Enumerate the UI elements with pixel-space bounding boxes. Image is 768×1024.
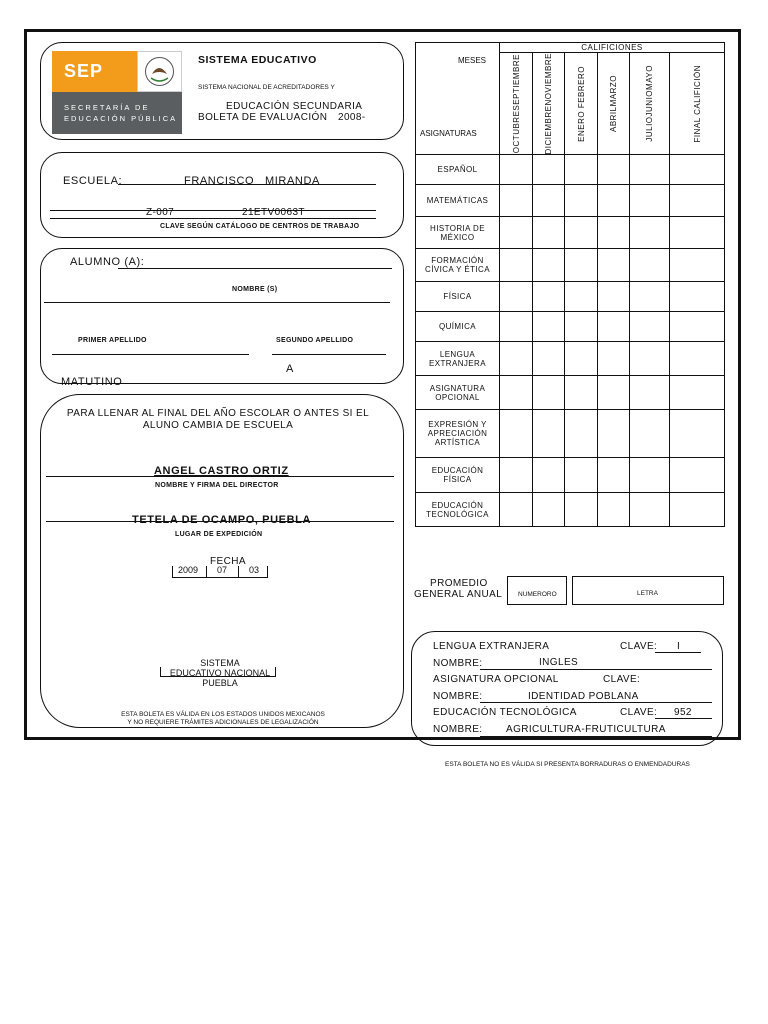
- sep-logo-line2: EDUCACIÓN PÚBLICA: [64, 114, 178, 123]
- grade-cell[interactable]: [598, 376, 630, 410]
- subject-name: ESPAÑOL: [416, 155, 500, 185]
- issue-place: TETELA DE OCAMPO, PUEBLA: [132, 514, 311, 526]
- grade-cell[interactable]: [670, 493, 725, 527]
- subject-row: [416, 155, 725, 185]
- subject-name: HISTORIA DE MÉXICO: [416, 217, 500, 249]
- period-final: FINAL CALIFICIÓN: [670, 53, 725, 155]
- director-name-caption: NOMBRE Y FIRMA DEL DIRECTOR: [155, 482, 279, 489]
- director-name: ANGEL CASTRO ORTIZ: [154, 465, 289, 477]
- footer-note: ESTA BOLETA NO ES VÁLIDA SI PRESENTA BORRADURAS O ENMENDADURAS: [445, 761, 690, 768]
- grade-cell[interactable]: [630, 342, 670, 376]
- tecnologica-clave-line: [655, 718, 712, 719]
- meses-label: MESES: [458, 56, 487, 65]
- grade-cell[interactable]: [598, 312, 630, 342]
- grade-cell[interactable]: [533, 458, 565, 493]
- period-5: JULIOJUNIOMAYO: [630, 53, 670, 155]
- grade-cell[interactable]: [500, 410, 533, 458]
- grade-cell[interactable]: [565, 458, 598, 493]
- grade-cell[interactable]: [565, 342, 598, 376]
- director-instruction: PARA LLENAR AL FINAL DEL AÑO ESCOLAR O ANTES SI EL ALUNO CAMBIA DE ESCUELA: [66, 408, 370, 431]
- second-surname-line: [272, 354, 386, 355]
- average-letter-label: LETRA: [637, 590, 658, 597]
- date-year: 2009: [178, 565, 199, 575]
- student-label: ALUMNO (A):: [70, 256, 145, 268]
- student-separator: [44, 302, 390, 303]
- school-label: ESCUELA:: [63, 175, 123, 187]
- subject-row: [416, 217, 725, 249]
- subject-name: EDUCACIÓN FÍSICA: [416, 458, 500, 493]
- grade-cell[interactable]: [630, 376, 670, 410]
- stamp-line1: SISTEMA: [200, 658, 240, 668]
- tecnologica-clave: 952: [674, 707, 692, 718]
- period-1: OCTUBRESEPTIEMBRE: [500, 53, 533, 155]
- grade-cell[interactable]: [670, 376, 725, 410]
- student-group: A: [286, 363, 294, 375]
- grade-cell[interactable]: [598, 493, 630, 527]
- date-label: FECHA: [210, 556, 246, 567]
- grades-table: [415, 42, 725, 527]
- grade-cell[interactable]: [500, 217, 533, 249]
- issue-place-caption: LUGAR DE EXPEDICIÓN: [175, 531, 263, 538]
- subject-row: [416, 342, 725, 376]
- lengua-clave-line: [655, 652, 701, 653]
- grade-cell[interactable]: [533, 493, 565, 527]
- grade-cell[interactable]: [533, 185, 565, 217]
- grade-cell[interactable]: [500, 155, 533, 185]
- sep-logo-text: SEP: [64, 61, 104, 81]
- average-label-line1: PROMEDIO: [430, 578, 488, 589]
- grade-cell[interactable]: [598, 342, 630, 376]
- subject-row: [416, 249, 725, 282]
- subject-name: ASIGNATURA OPCIONAL: [416, 376, 500, 410]
- grade-cell[interactable]: [533, 282, 565, 312]
- grade-cell[interactable]: [670, 155, 725, 185]
- validity-line2: Y NO REQUIERE TRÁMITES ADICIONALES DE LEGALIZACIÓN: [127, 719, 319, 726]
- school-name-line: [118, 184, 376, 185]
- grade-cell[interactable]: [565, 155, 598, 185]
- grade-cell[interactable]: [500, 458, 533, 493]
- lengua-clave-label: CLAVE:: [620, 641, 658, 652]
- school-name-last: MIRANDA: [265, 175, 320, 187]
- subject-row: [416, 493, 725, 527]
- grade-cell[interactable]: [630, 155, 670, 185]
- opcional-label: ASIGNATURA OPCIONAL: [433, 674, 559, 685]
- grade-cell[interactable]: [565, 376, 598, 410]
- opcional-nombre-line: [480, 702, 712, 703]
- grade-cell[interactable]: [670, 282, 725, 312]
- grade-cell[interactable]: [630, 458, 670, 493]
- grade-cell[interactable]: [598, 458, 630, 493]
- grade-cell[interactable]: [565, 185, 598, 217]
- lengua-nombre: INGLES: [539, 657, 579, 668]
- subject-row: [416, 282, 725, 312]
- grade-cell[interactable]: [533, 410, 565, 458]
- lengua-label: LENGUA EXTRANJERA: [433, 641, 550, 652]
- grade-cell[interactable]: [598, 282, 630, 312]
- grade-cell[interactable]: [598, 155, 630, 185]
- asignaturas-label: ASIGNATURAS: [420, 129, 477, 138]
- grade-cell[interactable]: [630, 282, 670, 312]
- grade-cell[interactable]: [598, 249, 630, 282]
- student-name-line: [118, 268, 392, 269]
- lengua-clave: I: [677, 641, 681, 652]
- grade-cell[interactable]: [533, 312, 565, 342]
- subject-name: MATEMÁTICAS: [416, 185, 500, 217]
- stamp-line2: EDUCATIVO NACIONAL: [169, 668, 271, 678]
- tecnologica-nombre-line: [480, 736, 712, 737]
- school-separator: [50, 210, 376, 211]
- grade-cell[interactable]: [630, 493, 670, 527]
- subject-row: [416, 376, 725, 410]
- period-2: DICIEMBRENOVIEMBRE: [533, 53, 565, 155]
- school-clave-caption: CLAVE SEGÚN CATÁLOGO DE CENTROS DE TRABAJO: [160, 223, 360, 230]
- grade-cell[interactable]: [670, 312, 725, 342]
- grade-cell[interactable]: [533, 217, 565, 249]
- grade-cell[interactable]: [565, 493, 598, 527]
- average-number-label: NUMERORO: [518, 591, 557, 598]
- calificaciones-header: CALIFICIONES: [500, 43, 725, 53]
- header-subtitle: SISTEMA NACIONAL DE ACREDITADORES Y: [198, 84, 335, 91]
- school-name-first: FRANCISCO: [184, 175, 255, 187]
- header-level: EDUCACIÓN SECUNDARIA: [226, 101, 363, 112]
- stamp-bracket: [160, 667, 276, 677]
- opcional-nombre-label: NOMBRE:: [433, 691, 483, 702]
- lengua-nombre-line: [480, 669, 712, 670]
- grade-cell[interactable]: [500, 342, 533, 376]
- grade-cell[interactable]: [670, 458, 725, 493]
- subject-name: FÍSICA: [416, 282, 500, 312]
- header-year: 2008-: [338, 112, 366, 123]
- student-first-surname-caption: PRIMER APELLIDO: [78, 337, 147, 344]
- grades-header-cell: [416, 43, 500, 155]
- grade-cell[interactable]: [565, 312, 598, 342]
- grade-cell[interactable]: [500, 312, 533, 342]
- grade-cell[interactable]: [670, 249, 725, 282]
- student-second-surname-caption: SEGUNDO APELLIDO: [276, 337, 354, 344]
- grade-cell[interactable]: [565, 410, 598, 458]
- grade-cell[interactable]: [500, 249, 533, 282]
- grade-cell[interactable]: [670, 410, 725, 458]
- subject-row: [416, 185, 725, 217]
- grade-cell[interactable]: [565, 282, 598, 312]
- grade-cell[interactable]: [630, 217, 670, 249]
- director-name-line: [46, 476, 394, 477]
- sep-logo-line1: SECRETARÍA DE: [64, 103, 150, 112]
- average-letter-box: [572, 576, 724, 605]
- validity-line1: ESTA BOLETA ES VÁLIDA EN LOS ESTADOS UNIDOS MEXICANOS: [121, 711, 325, 718]
- grade-cell[interactable]: [670, 185, 725, 217]
- date-divider-2: [238, 566, 239, 578]
- grade-cell[interactable]: [533, 342, 565, 376]
- grade-cell[interactable]: [630, 312, 670, 342]
- period-4: ABRILMARZO: [598, 53, 630, 155]
- opcional-clave-label: CLAVE:: [603, 674, 641, 685]
- student-shift: MATUTINO: [61, 376, 123, 388]
- date-day: 03: [249, 565, 260, 575]
- grade-cell[interactable]: [500, 493, 533, 527]
- tecnologica-clave-label: CLAVE:: [620, 707, 658, 718]
- average-number-box: [507, 576, 567, 605]
- subject-row: [416, 312, 725, 342]
- subject-row: [416, 410, 725, 458]
- subject-name: FORMACIÓN CÍVICA Y ÉTICA: [416, 249, 500, 282]
- tecnologica-label: EDUCACIÓN TECNOLÓGICA: [433, 707, 577, 718]
- subject-name: LENGUA EXTRANJERA: [416, 342, 500, 376]
- period-3: ENERO FEBRERO: [565, 53, 598, 155]
- grade-cell[interactable]: [533, 376, 565, 410]
- average-label-line2: GENERAL ANUAL: [414, 589, 503, 600]
- grade-cell[interactable]: [565, 249, 598, 282]
- header-title: SISTEMA EDUCATIVO: [198, 54, 317, 66]
- grade-cell[interactable]: [565, 217, 598, 249]
- grade-cell[interactable]: [533, 249, 565, 282]
- eagle-seal-icon: [137, 51, 182, 92]
- student-name-caption: NOMBRE (S): [232, 286, 278, 293]
- tecnologica-nombre: AGRICULTURA-FRUTICULTURA: [506, 724, 666, 735]
- subject-name: EXPRESIÓN Y APRECIACIÓN ARTÍSTICA: [416, 410, 500, 458]
- first-surname-line: [52, 354, 249, 355]
- grade-cell[interactable]: [598, 410, 630, 458]
- header-boleta: BOLETA DE EVALUACIÓN: [198, 112, 328, 123]
- grade-cell[interactable]: [630, 185, 670, 217]
- grade-cell[interactable]: [670, 217, 725, 249]
- grade-cell[interactable]: [670, 342, 725, 376]
- subject-row: [416, 458, 725, 493]
- grade-cell[interactable]: [533, 155, 565, 185]
- tecnologica-nombre-label: NOMBRE:: [433, 724, 483, 735]
- issue-place-line: [46, 521, 394, 522]
- subject-name: QUÍMICA: [416, 312, 500, 342]
- stamp-line3: PUEBLA: [202, 678, 238, 688]
- school-zone: Z-007: [146, 207, 175, 218]
- opcional-nombre: IDENTIDAD POBLANA: [528, 691, 639, 702]
- grade-cell[interactable]: [500, 185, 533, 217]
- subject-name: EDUCACIÓN TECNOLÓGICA: [416, 493, 500, 527]
- grade-cell[interactable]: [500, 376, 533, 410]
- date-divider-1: [206, 566, 207, 578]
- grade-cell[interactable]: [500, 282, 533, 312]
- grade-cell[interactable]: [630, 249, 670, 282]
- school-clave-line: [50, 218, 376, 219]
- lengua-nombre-label: NOMBRE:: [433, 658, 483, 669]
- date-month: 07: [217, 565, 228, 575]
- grade-cell[interactable]: [630, 410, 670, 458]
- grade-cell[interactable]: [598, 217, 630, 249]
- school-clave: 21ETV0063T: [242, 207, 305, 218]
- grade-cell[interactable]: [598, 185, 630, 217]
